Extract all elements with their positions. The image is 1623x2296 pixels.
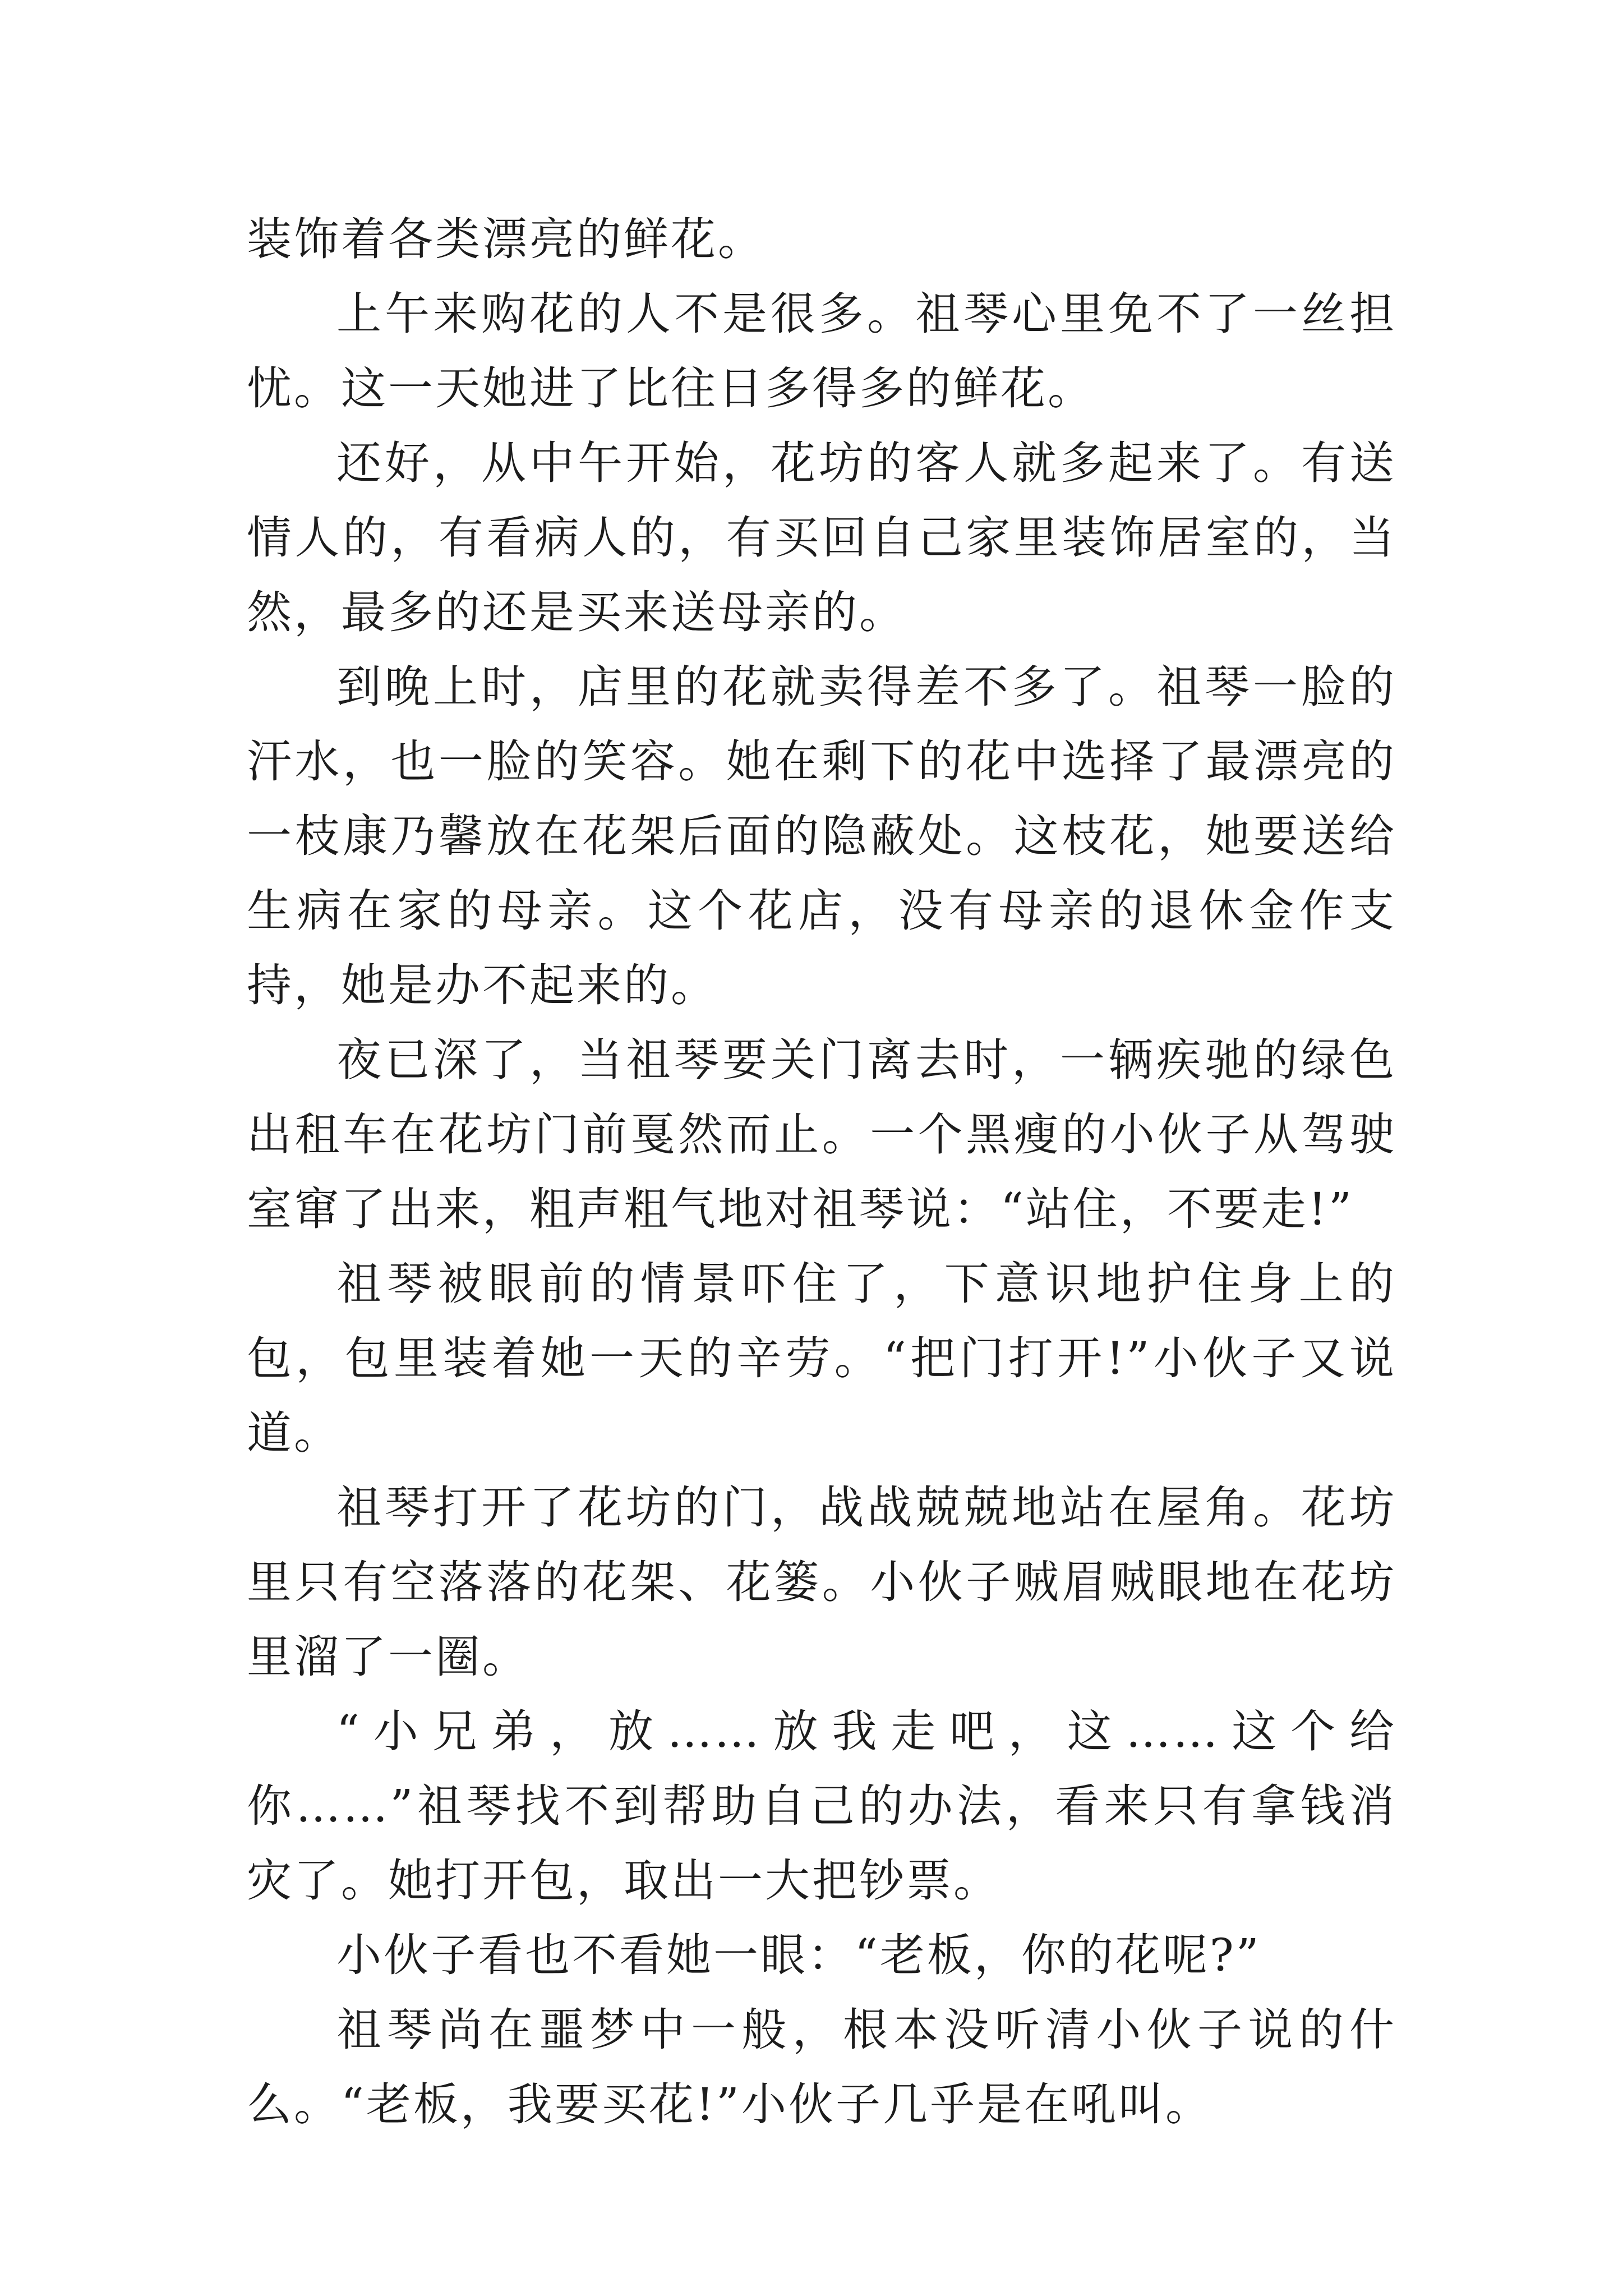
body-text [247,202,1396,2142]
paragraph: 夜已深了，当祖琴要关门离去时，一辆疾驰的绿色出租车在花坊门前戛然而止。一个黑瘦的小伙子从驾驶室窜了出来，粗声粗气地对祖琴说：“站住，不要走!” [247,1034,1396,1235]
paragraph: 小伙子看也不看她一眼：“老板，你的花呢?” [336,1929,1261,1981]
paragraph: 到晚上时，店里的花就卖得差不多了。祖琴一脸的汗水，也一脸的笑容。她在剩下的花中选择了最漂亮的一枝康乃馨放在花架后面的隐蔽处。这枝花，她要送给生病在家的母亲。这个花店，没有母亲的退休金作支持，她是办不起来的。 [247,661,1396,1011]
paragraph: 祖琴被眼前的情景吓住了，下意识地护住身上的包，包里装着她一天的辛劳。“把门打开!”小伙子又说道。 [247,1258,1396,1459]
paragraph: 还好，从中午开始，花坊的客人就多起来了。有送情人的，有看病人的，有买回自己家里装饰居室的，当然，最多的还是买来送母亲的。 [247,437,1396,638]
paragraph: “小兄弟，放……放我走吧，这……这个给你……”祖琴找不到帮助自己的办法，看来只有拿钱消灾了。她打开包，取出一大把钞票。 [247,1705,1396,1907]
paragraph: 装饰着各类漂亮的鲜花。 [247,213,765,265]
paragraph: 祖琴尚在噩梦中一般，根本没听清小伙子说的什么。“老板，我要买花!”小伙子几乎是在吼叫。 [247,2004,1396,2131]
paragraph: 上午来购花的人不是很多。祖琴心里免不了一丝担忧。这一天她进了比往日多得多的鲜花。 [247,288,1396,415]
paragraph: 祖琴打开了花坊的门，战战兢兢地站在屋角。花坊里只有空落落的花架、花篓。小伙子贼眉贼眼地在花坊里溜了一圈。 [247,1481,1396,1683]
